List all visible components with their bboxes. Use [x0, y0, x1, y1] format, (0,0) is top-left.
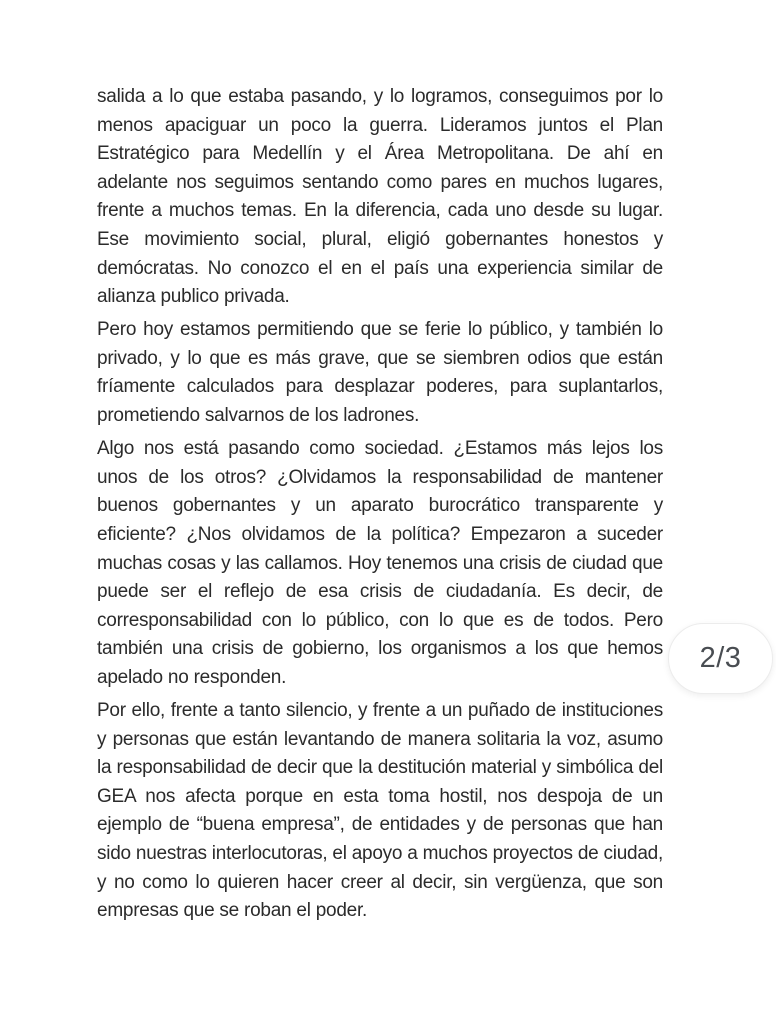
paragraph-1: salida a lo que estaba pasando, y lo logramos, conseguimos por lo menos apaciguar un poco la guerra. Lideramos juntos el Plan Estratégico para Medellín y el Área Metropolitana. De ahí en adelante nos seguimos sentando como pares en muchos lugares, frente a muchos temas. En la diferencia, cada uno desde su lugar. Ese movimiento social, plural, eligió gobernantes honestos y demócratas. No conozco el en el país una experiencia similar de alianza publico privada.: [97, 86, 663, 308]
paragraph-3: Algo nos está pasando como sociedad. ¿Estamos más lejos los unos de los otros? ¿Olvidamos la responsabilidad de mantener buenos gobernantes y un aparato burocrático transparente y eficiente? ¿Nos olvidamos de la política? Empezaron a suceder muchas cosas y las callamos. Hoy tenemos una crisis de ciudad que puede ser el reflejo de esa crisis de ciudadanía. Es decir, de corresponsabilidad con lo público, con lo que es de todos. Pero también una crisis de gobierno, los organismos a los que hemos apelado no responden.: [97, 438, 663, 688]
page-indicator-label: 2/3: [699, 642, 742, 674]
paragraph-2: Pero hoy estamos permitiendo que se ferie lo público, y también lo privado, y lo que es más grave, que se siembren odios que están fríamente calculados para desplazar poderes, para suplantarlos, prometiendo salvarnos de los ladrones.: [97, 319, 663, 427]
paragraph-4: Por ello, frente a tanto silencio, y frente a un puñado de instituciones y personas que están levantando de manera solitaria la voz, asumo la responsabilidad de decir que la destitución material y simbólica del GEA nos afecta porque en esta toma hostil, nos despoja de un ejemplo de “buena empresa”, de entidades y de personas que han sido nuestras interlocutoras, el apoyo a muchos proyectos de ciudad, y no como lo quieren hacer creer al decir, sin vergüenza, que son empresas que se roban el poder.: [97, 699, 663, 922]
document-text: [97, 83, 663, 930]
page-indicator-badge: [668, 623, 773, 694]
